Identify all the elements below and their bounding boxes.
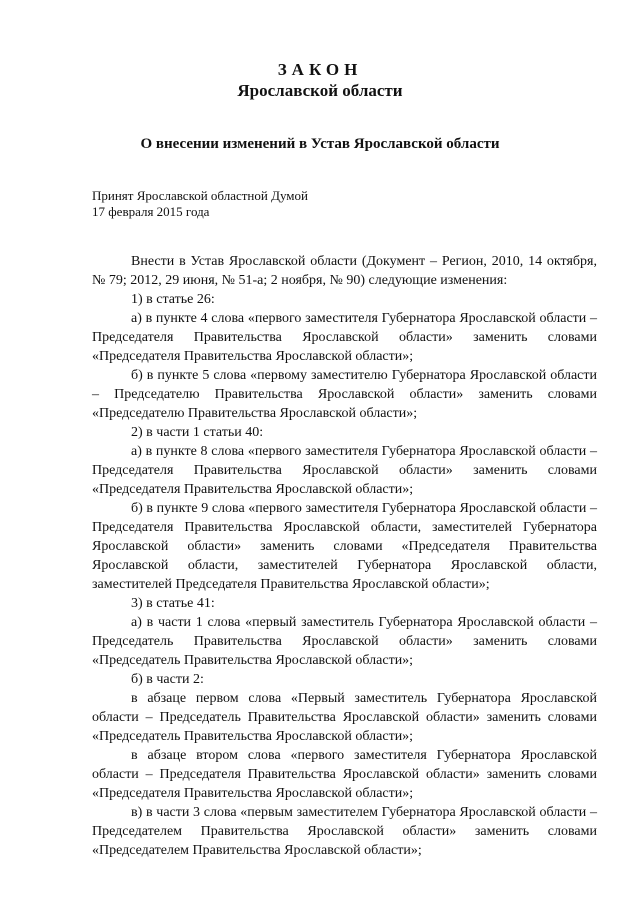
adoption-date: 17 февраля 2015 года <box>92 204 210 219</box>
paragraph-item-1b: б) в пункте 5 слова «первому заместителю Губернатора Ярославской области – Председателю Правительства Ярославской области» заменить словами «Председателю Правительства Ярославской области»; <box>92 368 597 421</box>
paragraph-item-3: 3) в статье 41: <box>131 596 215 611</box>
paragraph-item-3b-first: в абзаце первом слова «Первый заместитель Губернатора Ярославской области – Председатель Правительства Ярославской области» заменить словами «Председатель Правительства Ярославской области»; <box>92 691 597 744</box>
paragraph-item-3b-second: в абзаце втором слова «первого заместителя Губернатора Ярославской области – Председателя Правительства Ярославской области» заменить словами «Председателя Правительства Ярославской области»; <box>92 748 597 801</box>
document-type-heading: ЗАКОН <box>277 60 363 79</box>
paragraph-item-3c: в) в части 3 слова «первым заместителем Губернатора Ярославской области – Председателем Правительства Ярославской области» заменить словами «Председателем Правительства Ярославской области»; <box>92 805 597 858</box>
paragraph-item-2a: а) в пункте 8 слова «первого заместителя Губернатора Ярославской области – Председателя Правительства Ярославской области» заменить словами «Председателя Правительства Ярославской области»; <box>92 444 597 497</box>
paragraph-item-1: 1) в статье 26: <box>131 292 215 307</box>
region-heading: Ярославской области <box>237 81 403 100</box>
paragraph-item-3a: а) в части 1 слова «первый заместитель Губернатора Ярославской области – Председатель Правительства Ярославской области» заменить словами «Председатель Правительства Ярославской области»; <box>92 615 597 668</box>
law-subject-title: О внесении изменений в Устав Ярославской области <box>140 136 500 152</box>
paragraph-item-3b: б) в части 2: <box>131 672 204 687</box>
paragraph-intro: Внести в Устав Ярославской области (Документ – Регион, 2010, 14 октября, № 79; 2012, 29 июня, № 51-а; 2 ноября, № 90) следующие изменения: <box>92 254 597 288</box>
paragraph-item-2b: б) в пункте 9 слова «первого заместителя Губернатора Ярославской области – Председателя Правительства Ярославской области, заместителей Губернатора Ярославской области» заменить словами «Председателя Правительства Ярославской области, заместителей Губернатора Ярославской области, заместителей Председателя Правительства Ярославской области»; <box>92 501 597 592</box>
paragraph-item-1a: а) в пункте 4 слова «первого заместителя Губернатора Ярославской области – Председателя Правительства Ярославской области» заменить словами «Председателя Правительства Ярославской области»; <box>92 311 597 364</box>
adopted-by-line: Принят Ярославской областной Думой <box>92 188 308 203</box>
law-body <box>92 252 597 860</box>
paragraph-item-2: 2) в части 1 статьи 40: <box>131 425 264 440</box>
